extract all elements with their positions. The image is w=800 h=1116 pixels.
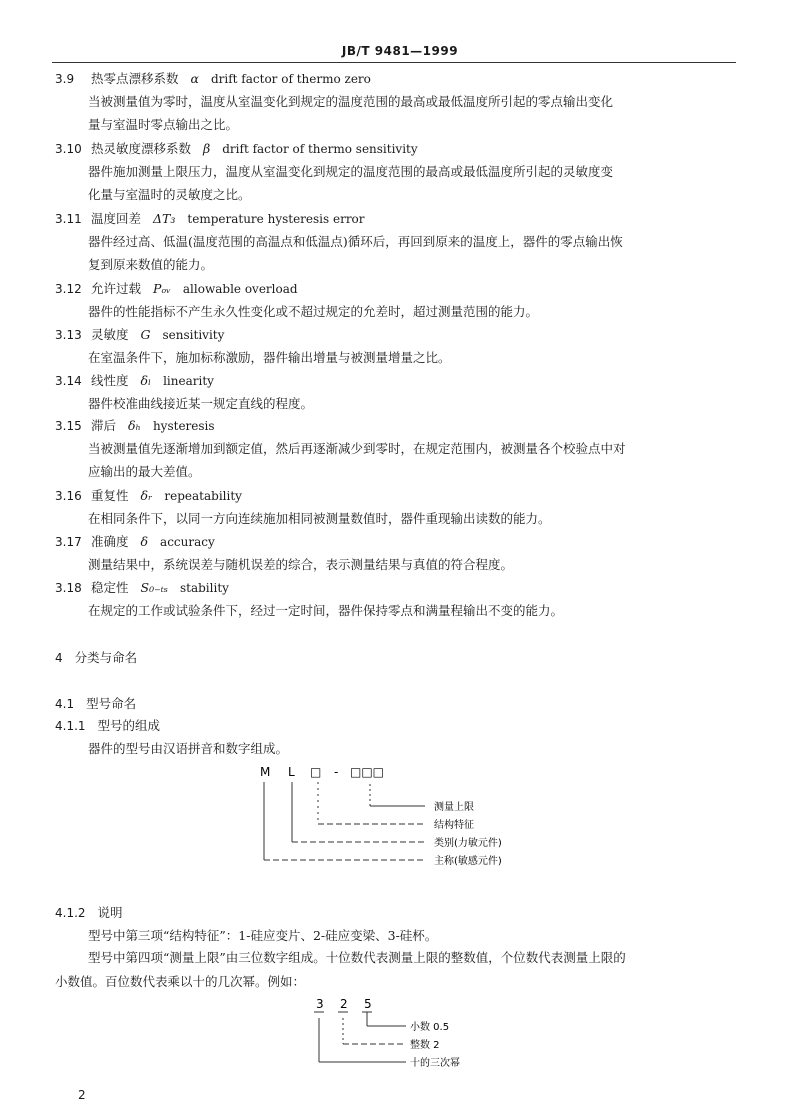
term-symbol: G <box>140 327 151 342</box>
term-name: 允许过载 <box>91 281 142 296</box>
term-name: 准确度 <box>91 534 129 549</box>
standard-number-header: JB/T 9481—1999 <box>341 44 459 58</box>
term-definition: 器件经过高、低温(温度范围的高温点和低温点)循环后，再回到原来的温度上，器件的零点输出恢 <box>88 234 623 249</box>
model-letter-l: L <box>288 765 295 779</box>
term-english: accuracy <box>160 535 215 549</box>
term-number: 3.14 <box>55 374 82 388</box>
example-digit-2: 2 <box>340 997 348 1011</box>
term-definition: 在相同条件下，以同一方向连续施加相同被测量数值时，器件重现输出读数的能力。 <box>88 511 551 526</box>
page-number: 2 <box>78 1088 86 1102</box>
term-number: 3.13 <box>55 328 82 342</box>
term-number: 3.11 <box>55 212 82 226</box>
term-symbol: β <box>203 141 211 156</box>
term-number: 3.9 <box>55 72 75 86</box>
term-symbol: ΔT₃ <box>153 211 176 226</box>
term-name: 线性度 <box>91 373 129 388</box>
term-number: 3.17 <box>55 535 82 549</box>
section-4-1-2-line2b: 小数值。百位数代表乘以十的几次幂。例如： <box>55 974 306 989</box>
label-upper-limit: 测量上限 <box>434 802 474 813</box>
header-rule <box>52 62 736 63</box>
section-4-1-1-heading: 4.1.1 型号的组成 <box>55 718 161 733</box>
term-definition: 应输出的最大差值。 <box>88 464 201 479</box>
label-power-of-ten: 十的三次幂 <box>410 1058 460 1069</box>
term-english: sensitivity <box>162 328 225 342</box>
term-symbol: δ <box>140 534 149 549</box>
term-definition: 器件施加测量上限压力，温度从室温变化到规定的温度范围的最高或最低温度所引起的灵敏度变 <box>88 164 614 179</box>
term-definition: 在室温条件下，施加标称激励，器件输出增量与被测量增量之比。 <box>88 350 451 365</box>
section-4-1-2-paragraph <box>55 946 745 994</box>
term-definition: 测量结果中，系统误差与随机误差的综合，表示测量结果与真值的符合程度。 <box>88 557 514 572</box>
term-definition: 在规定的工作或试验条件下，经过一定时间，器件保持零点和满量程输出不变的能力。 <box>88 603 564 618</box>
term-definition: 当被测量值为零时，温度从室温变化到规定的温度范围的最高或最低温度所引起的零点输出变化 <box>88 94 614 109</box>
term-3-16 <box>55 485 745 531</box>
term-name: 稳定性 <box>91 580 129 595</box>
term-3-18 <box>55 577 745 623</box>
term-name: 热灵敏度漂移系数 <box>91 141 192 156</box>
term-definition: 量与室温时零点输出之比。 <box>88 117 239 132</box>
term-english: temperature hysteresis error <box>187 212 365 226</box>
term-english: repeatability <box>164 489 242 503</box>
label-category: 类别(力敏元件) <box>434 838 502 849</box>
section-4-1-1-text: 器件的型号由汉语拼音和数字组成。 <box>88 741 289 756</box>
model-dash: - <box>334 765 339 779</box>
term-3-11 <box>55 208 745 277</box>
term-number: 3.16 <box>55 489 82 503</box>
model-box-structure: □ <box>310 765 322 779</box>
term-number: 3.18 <box>55 581 82 595</box>
term-english: drift factor of thermo zero <box>210 72 371 86</box>
section-4-1-2-line1: 型号中第三项“结构特征”：1-硅应变片、2-硅应变梁、3-硅杯。 <box>88 928 438 943</box>
example-digit-3: 3 <box>316 997 324 1011</box>
term-symbol: α <box>190 71 199 86</box>
section-4-1-2-line2a: 型号中第四项“测量上限”由三位数字组成。十位数代表测量上限的整数值，个位数代表测量上限的 <box>88 950 626 965</box>
term-name: 滞后 <box>91 418 117 433</box>
section-4-1-2-heading: 4.1.2 说明 <box>55 905 123 920</box>
label-structure: 结构特征 <box>434 820 474 831</box>
term-english: hysteresis <box>152 419 215 433</box>
term-definition: 器件的性能指标不产生永久性变化或不超过规定的允差时，超过测量范围的能力。 <box>88 304 539 319</box>
term-name: 热零点漂移系数 <box>91 71 179 86</box>
term-symbol: δᵣ <box>140 488 153 503</box>
term-definition: 化量与室温时的灵敏度之比。 <box>88 187 251 202</box>
term-english: allowable overload <box>182 282 298 296</box>
term-3-10 <box>55 138 745 207</box>
example-digit-5: 5 <box>364 997 372 1011</box>
term-3-17 <box>55 531 745 577</box>
term-number: 3.15 <box>55 419 82 433</box>
example-diagram <box>310 994 510 1078</box>
term-symbol: δₗ <box>140 373 152 388</box>
model-letter-m: M <box>260 765 271 779</box>
model-composition-diagram <box>250 762 550 872</box>
label-integer: 整数 2 <box>410 1040 440 1051</box>
term-english: stability <box>179 581 229 595</box>
term-symbol: S₀₋ₜₛ <box>140 580 168 595</box>
term-english: linearity <box>163 374 214 388</box>
term-number: 3.10 <box>55 142 82 156</box>
section-4-heading: 4 分类与命名 <box>55 650 138 665</box>
term-3-9 <box>55 68 745 137</box>
label-decimal: 小数 0.5 <box>410 1022 450 1033</box>
term-3-12 <box>55 278 745 324</box>
term-definition: 当被测量值先逐渐增加到额定值，然后再逐渐减少到零时，在规定范围内，被测量各个校验点中对 <box>88 441 626 456</box>
term-3-13 <box>55 324 745 370</box>
term-name: 重复性 <box>91 488 129 503</box>
section-4-1-heading: 4.1 型号命名 <box>55 696 137 711</box>
model-box-range: □□□ <box>350 765 385 779</box>
term-symbol: Pₒᵥ <box>153 281 171 296</box>
term-3-14 <box>55 370 745 416</box>
term-definition: 器件校准曲线接近某一规定直线的程度。 <box>88 396 314 411</box>
term-3-15 <box>55 415 745 484</box>
term-name: 温度回差 <box>91 211 142 226</box>
term-english: drift factor of thermo sensitivity <box>222 142 418 156</box>
term-symbol: δₕ <box>128 418 141 433</box>
term-number: 3.12 <box>55 282 82 296</box>
term-name: 灵敏度 <box>91 327 129 342</box>
label-main-name: 主称(敏感元件) <box>434 856 502 867</box>
term-definition: 复到原来数值的能力。 <box>88 257 214 272</box>
